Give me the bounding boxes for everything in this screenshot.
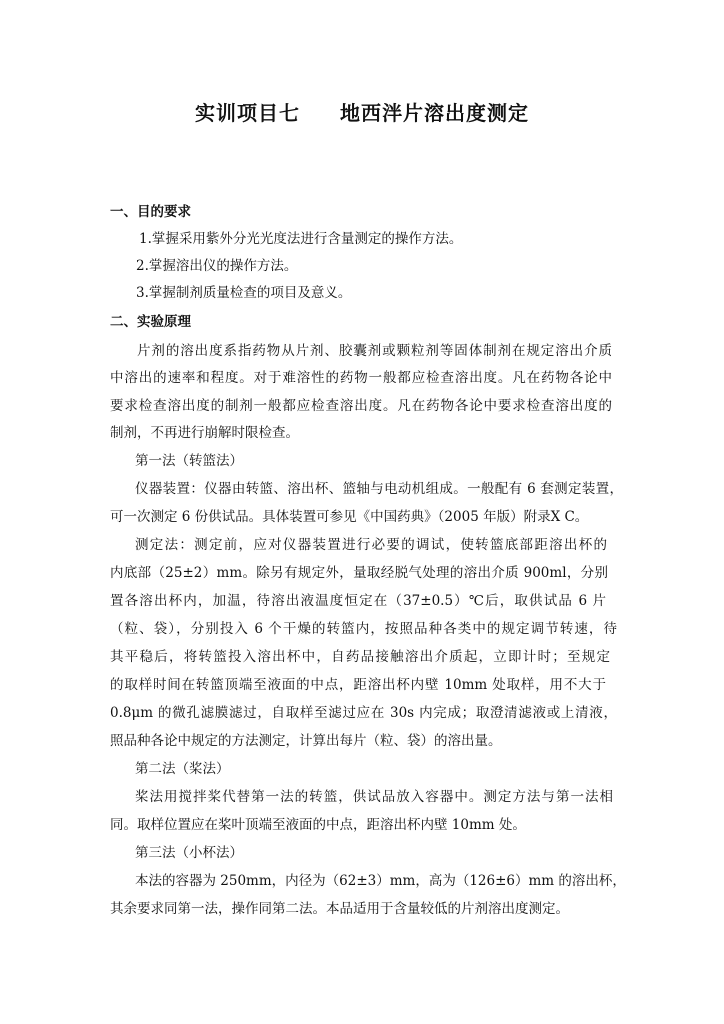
title-part-1: 实训项目七 bbox=[195, 101, 300, 125]
paragraph-line: 片剂的溶出度系指药物从片剂、胶囊剂或颗粒剂等固体制剂在规定溶出介质 bbox=[137, 343, 612, 359]
paragraph-line: （粒、袋），分别投入 6 个干燥的转篮内，按照品种各类中的规定调节转速，待 bbox=[110, 621, 617, 637]
paragraph-line: 置各溶出杯内，加温，待溶出液温度恒定在（37±0.5）℃后，取供试品 6 片 bbox=[110, 593, 606, 609]
paragraph-line: 的取样时间在转篮顶端至液面的中点，距溶出杯内壁 10mm 处取样，用不大于 bbox=[110, 677, 606, 693]
paragraph-line: 内底部（25±2）mm。除另有规定外，量取经脱气处理的溶出介质 900ml，分别 bbox=[110, 565, 608, 581]
objective-item: 3.掌握制剂质量检查的项目及意义。 bbox=[136, 285, 352, 301]
section-heading-principle: 二、实验原理 bbox=[110, 314, 191, 330]
paragraph-line: 中溶出的速率和程度。对于难溶性的药物一般都应检查溶出度。凡在药物各论中 bbox=[110, 370, 612, 386]
paragraph-line: 其余要求同第一法，操作同第二法。本品适用于含量较低的片剂溶出度测定。 bbox=[110, 901, 569, 917]
paragraph-line: 照品种各论中规定的方法测定，计算出每片（粒、袋）的溶出量。 bbox=[110, 733, 502, 749]
objective-item: 2.掌握溶出仪的操作方法。 bbox=[136, 258, 298, 274]
paragraph-line: 同。取样位置应在桨叶顶端至液面的中点，距溶出杯内壁 10mm 处。 bbox=[110, 817, 526, 833]
paragraph-line: 测定法：测定前，应对仪器装置进行必要的调试，使转篮底部距溶出杯的 bbox=[135, 537, 607, 553]
paragraph-line: 0.8μm 的微孔滤膜滤过，自取样至滤过应在 30s 内完成；取澄清滤液或上清液， bbox=[110, 705, 617, 721]
objective-item: 1.掌握采用紫外分光光度法进行含量测定的操作方法。 bbox=[139, 231, 463, 247]
paragraph-line: 本法的容器为 250mm，内径为（62±3）mm，高为（126±6）mm 的溶出杯， bbox=[135, 873, 626, 889]
title-part-2: 地西泮片溶出度测定 bbox=[340, 101, 529, 125]
section-heading-objectives: 一、目的要求 bbox=[110, 204, 191, 220]
document-title bbox=[0, 99, 724, 127]
paragraph-line: 制剂，不再进行崩解时限检查。 bbox=[110, 425, 299, 441]
paragraph-line: 桨法用搅拌桨代替第一法的转篮，供试品放入容器中。测定方法与第一法相 bbox=[135, 789, 613, 805]
paragraph-line: 要求检查溶出度的制剂一般都应检查溶出度。凡在药物各论中要求检查溶出度的 bbox=[110, 398, 612, 414]
paragraph-line: 仪器装置：仪器由转篮、溶出杯、篮轴与电动机组成。一般配有 6 套测定装置， bbox=[135, 481, 623, 497]
method-title: 第二法（桨法） bbox=[135, 761, 230, 777]
paragraph-line: 其平稳后，将转篮投入溶出杯中，自药品接触溶出介质起，立即计时；至规定 bbox=[110, 649, 610, 665]
paragraph-line: 可一次测定 6 份供试品。具体装置可参见《中国药典》（2005 年版）附录Ⅹ C。 bbox=[110, 509, 589, 525]
method-title: 第一法（转篮法） bbox=[135, 453, 243, 469]
method-title: 第三法（小杯法） bbox=[135, 845, 243, 861]
